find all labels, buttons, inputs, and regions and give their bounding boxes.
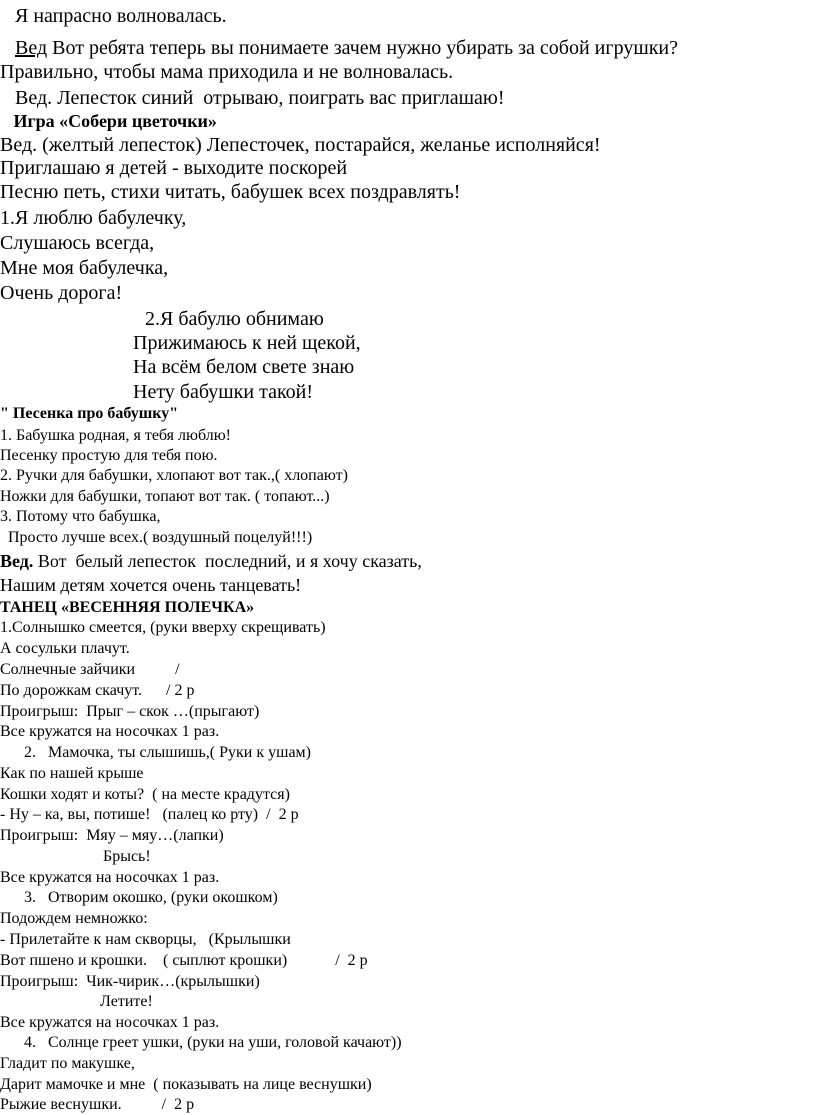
poem-line: Нету бабушки такой! bbox=[133, 381, 314, 403]
text-line: Правильно, чтобы мама приходила и не волновалась. bbox=[0, 61, 454, 83]
speaker-label: Вед bbox=[15, 37, 48, 59]
dance-line: А сосульки плачут. bbox=[0, 640, 130, 657]
dance-line: 4. Солнце греет ушки, (руки на уши, головой качают)) bbox=[0, 1034, 402, 1051]
text-line: Нашим детям хочется очень танцевать! bbox=[0, 575, 302, 595]
song-line: 3. Потому что бабушка, bbox=[0, 508, 161, 525]
speaker-label: Вед. bbox=[0, 551, 34, 571]
song-line: 1. Бабушка родная, я тебя люблю! bbox=[0, 427, 231, 444]
text-line bbox=[0, 38, 678, 58]
dance-line: Все кружатся на носочках 1 раз. bbox=[0, 723, 220, 740]
dance-line: 2. Мамочка, ты слышишь,( Руки к ушам) bbox=[0, 744, 312, 761]
dance-line: Брысь! bbox=[103, 848, 151, 865]
text-line: Вед. Лепесток синий отрываю, поиграть вас приглашаю! bbox=[0, 87, 505, 109]
line-text: Вот белый лепесток последний, и я хочу сказать, bbox=[33, 551, 422, 571]
song-line: 2. Ручки для бабушки, хлопают вот так.,( хлопают) bbox=[0, 467, 348, 484]
dance-line: 3. Отворим окошко, (руки окошком) bbox=[0, 889, 278, 906]
dance-line: Подождем немножко: bbox=[0, 910, 148, 927]
dance-line: Вот пшено и крошки. ( сыплют крошки) / 2 р bbox=[0, 952, 368, 969]
dance-line: Солнечные зайчики / bbox=[0, 661, 180, 678]
poem-line: 1.Я люблю бабулечку, bbox=[0, 207, 187, 229]
dance-line: По дорожкам скачут. / 2 р bbox=[0, 682, 195, 699]
dance-line: - Прилетайте к нам скворцы, (Крылышки bbox=[0, 931, 291, 948]
poem-line: Очень дорога! bbox=[0, 282, 123, 304]
dance-heading: ТАНЕЦ «ВЕСЕННЯЯ ПОЛЕЧКА» bbox=[0, 599, 255, 616]
text-line: Песню петь, стихи читать, бабушек всех поздравлять! bbox=[0, 181, 461, 203]
poem-line: Слушаюсь всегда, bbox=[0, 232, 155, 254]
dance-line: Кошки ходят и коты? ( на месте крадутся) bbox=[0, 786, 290, 803]
dance-line: Все кружатся на носочках 1 раз. bbox=[0, 869, 220, 886]
poem-line: На всём белом свете знаю bbox=[133, 356, 355, 378]
dance-line: Проигрыш: Мяу – мяу…(лапки) bbox=[0, 827, 224, 844]
text-line: Вед. (желтый лепесток) Лепесточек, постарайся, желанье исполняйся! bbox=[0, 134, 601, 156]
poem-line: Прижимаюсь к ней щекой, bbox=[133, 332, 361, 354]
dance-line: Как по нашей крыше bbox=[0, 765, 144, 782]
line-text: Вот ребята теперь вы понимаете зачем нужно убирать за собой игрушки? bbox=[47, 37, 679, 59]
dance-line: Летите! bbox=[100, 993, 153, 1010]
song-line: Просто лучше всех.( воздушный поцелуй!!!) bbox=[0, 529, 313, 546]
text-line bbox=[0, 552, 422, 570]
dance-line: Гладит по макушке, bbox=[0, 1055, 135, 1072]
dance-line: 1.Солнышко смеется, (руки вверху скрещивать) bbox=[0, 619, 326, 636]
poem-line: 2.Я бабулю обнимаю bbox=[145, 308, 324, 330]
dance-line: - Ну – ка, вы, потише! (палец ко рту) / 2 р bbox=[0, 806, 299, 823]
dance-line: Дарит мамочке и мне ( показывать на лице веснушки) bbox=[0, 1076, 372, 1093]
line-prefix bbox=[0, 37, 15, 59]
poem-line: Мне моя бабулечка, bbox=[0, 257, 169, 279]
dance-line: Рыжие веснушки. / 2 р bbox=[0, 1096, 195, 1113]
dance-line: Проигрыш: Чик-чирик…(крылышки) bbox=[0, 973, 260, 990]
song-line: Ножки для бабушки, топают вот так. ( топают...) bbox=[0, 488, 330, 505]
text-line: Я напрасно волновалась. bbox=[0, 5, 227, 27]
song-heading: " Песенка про бабушку" bbox=[0, 405, 179, 422]
dance-line: Все кружатся на носочках 1 раз. bbox=[0, 1014, 220, 1031]
song-line: Песенку простую для тебя пою. bbox=[0, 447, 218, 464]
game-heading: Игра «Собери цветочки» bbox=[0, 111, 217, 131]
dance-line: Проигрыш: Прыг – скок …(прыгают) bbox=[0, 703, 260, 720]
text-line: Приглашаю я детей - выходите поскорей bbox=[0, 157, 348, 179]
